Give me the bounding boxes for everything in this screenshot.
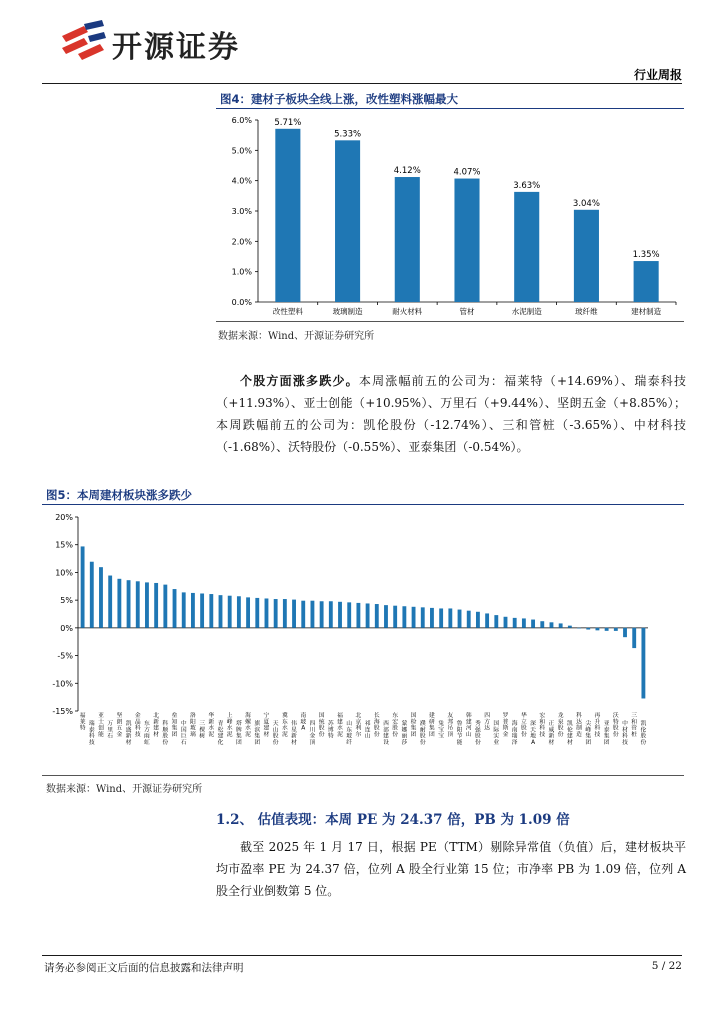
x-tick-label: 改性塑料 [272,307,303,316]
x-tick-label: 科达制造 [576,713,582,738]
logo-text: 开源证券 [112,30,240,65]
bar [485,613,489,627]
x-tick-label: 天山股份 [272,721,279,746]
bar [395,177,420,302]
bar [283,599,287,628]
paragraph-body: 本周涨幅前五的公司为：福莱特（+14.69%）、瑞泰科技（+11.93%）、亚士创能（+10.95%）、万里石（+9.44%）、坚朗五金（+8.85%）；本周跌幅前五的公司为：凯伦股份（-12.74%）、三和管桩（-3.65%）、中材科技（-1.68%）、沃特股份（-0.55%）、亚泰集团（-0.54%）。 [216,374,686,454]
figure4-title: 图4：建材子板块全线上涨，改性塑料涨幅最大 [220,92,458,106]
logo-mark-icon [58,18,108,64]
x-tick-label: 国际实业 [493,721,500,746]
bar [335,140,360,302]
y-tick-label: 2.0% [231,237,252,247]
x-tick-label: 亚士创能 [98,713,104,738]
y-tick-label: -15% [52,707,73,716]
x-tick-label: 西部建设 [383,721,389,746]
bar [173,589,177,628]
bar [494,615,498,628]
bar [448,608,452,627]
bar [430,608,434,628]
bar [586,628,590,630]
figure5-chart [42,506,684,774]
y-tick-label: 0% [60,623,73,633]
x-tick-label: 北新建材 [153,713,160,738]
x-tick-label: 蒙娜丽莎 [401,721,408,746]
data-label: 1.35% [632,250,660,261]
x-tick-label: 华新水泥 [208,713,215,738]
y-tick-label: 20% [55,513,73,522]
bar [228,596,232,628]
x-tick-label: 中材科技 [622,721,628,746]
bar [200,593,204,627]
x-tick-label: 再升科技 [594,713,601,738]
x-tick-label: 龙泉股份 [557,713,564,738]
bar [265,598,269,627]
figure5-title: 图5：本周建材板块涨多跌少 [46,488,193,502]
bar [301,601,305,628]
data-label: 5.33% [334,129,362,140]
x-tick-label: 国统股份 [318,713,325,738]
bar [634,261,659,302]
figure4-top-rule [216,108,684,109]
x-tick-label: 伟星新材 [291,721,297,746]
bar [108,576,112,628]
x-tick-label: 冀东水泥 [281,713,288,738]
x-tick-label: 四方达 [484,713,491,732]
x-tick-label: 三棵树 [199,721,206,740]
x-tick-label: 洛阳玻璃 [190,713,196,738]
x-tick-label: 凯伦股份 [640,721,647,746]
data-label: 5.71% [274,117,302,128]
y-tick-label: 0.0% [231,298,252,307]
x-tick-label: 海螺水泥 [245,713,251,738]
bar [338,602,342,628]
bar [81,546,85,627]
bar [421,607,425,628]
data-label: 4.12% [393,166,421,177]
bar [182,592,186,627]
bar [154,583,158,628]
x-tick-label: 万里石 [107,721,114,740]
x-tick-label: 友邦吊顶 [447,713,454,738]
bar [476,612,480,628]
bar [163,585,167,628]
y-tick-label: 5.0% [231,146,252,156]
bar [191,593,195,628]
x-tick-label: 瑞泰科技 [88,721,95,746]
x-tick-label: 山东玻纤 [346,721,353,746]
bar [531,620,535,628]
x-tick-label: 华立股份 [520,713,527,738]
bar [439,608,443,627]
y-tick-label: -10% [52,679,73,689]
bar [356,603,360,628]
figure4-source: 数据来源：Wind、开源证券研究所 [218,331,375,342]
x-tick-label: 长海股份 [373,713,380,738]
figure4-chart [216,110,684,320]
x-tick-label: 中国巨石 [180,721,187,746]
bar [127,580,131,628]
x-tick-label: 祁连山 [364,721,371,740]
report-type: 行业周报 [633,68,682,82]
x-tick-label: 正威新材 [548,721,555,746]
page-number: 5 / 22 [651,960,682,972]
x-tick-label: 东方雨虹 [144,721,150,746]
x-tick-label: 国检集团 [410,713,417,738]
x-tick-label: 福建水泥 [337,713,343,738]
x-tick-label: 罗普斯金 [502,713,509,738]
x-tick-label: 青松建化 [217,721,224,746]
y-tick-label: -5% [57,651,73,661]
x-tick-label: 兔宝宝 [438,721,445,740]
x-tick-label: 韩建河山 [465,713,472,738]
y-tick-label: 5% [60,596,73,606]
bar [596,628,600,630]
x-tick-label: 上峰水泥 [226,713,233,738]
bar [522,618,526,627]
x-tick-label: 塔牌集团 [235,721,242,746]
y-tick-label: 3.0% [231,207,252,216]
bar [574,210,599,302]
bar [292,600,296,628]
valuation-paragraph: 截至 2025 年 1 月 17 日，根据 PE（TTM）剔除异常值（负值）后，建材板块平均市盈率 PE 为 24.37 倍，位列 A 股全行业第 15 位；市净率 PB 为 1.09 倍，位列 A 股全行业倒数第 5 位。 [216,840,686,898]
x-tick-label: 科顺股份 [162,721,169,746]
x-tick-label: 垒知集团 [171,713,178,738]
bar [384,605,388,628]
x-tick-label: 深天地 A [530,721,536,746]
bar [209,594,213,628]
x-tick-label: 东宏股份 [392,713,399,738]
data-label: 3.04% [572,198,600,209]
bar [513,618,517,628]
bar [605,628,609,631]
x-tick-label: 尖峰集团 [585,721,592,746]
bar [329,601,333,628]
bar [458,610,462,628]
bar [568,626,572,628]
x-tick-label: 沃特股份 [612,713,619,738]
x-tick-label: 凯伦建材 [566,721,573,746]
footer-rule [42,955,682,956]
bar [136,581,140,628]
bar [219,595,223,628]
x-tick-label: 北京利尔 [355,713,362,738]
y-tick-label: 10% [55,568,73,578]
bar [255,598,259,628]
bar [454,179,479,302]
bar [320,601,324,628]
y-tick-label: 6.0% [231,116,252,125]
y-tick-label: 1.0% [231,267,252,277]
bar [467,611,471,628]
bar [274,599,278,628]
x-tick-label: 耐火材料 [392,307,423,316]
bar [145,582,149,627]
x-tick-label: 鲁阳节能 [456,721,463,746]
x-tick-label: 濮耐股份 [419,721,426,746]
x-tick-label: 宁夏建材 [263,713,270,738]
bar [117,579,121,628]
x-tick-label: 亚泰集团 [603,721,610,746]
logo [58,18,108,64]
x-tick-label: 福莱特 [79,713,86,732]
bar [514,192,539,302]
bar [559,623,563,627]
bar [275,129,300,302]
x-tick-label: 玻纤维 [575,307,598,316]
figure5-bottom-rule [42,775,684,776]
x-tick-label: 秀强股份 [475,721,481,746]
disclaimer: 请务必参阅正文后面的信息披露和法律声明 [44,962,244,974]
y-tick-label: 15% [55,540,73,550]
paragraph-lead: 个股方面涨多跌少。 [240,374,359,388]
x-tick-label: 建研集团 [429,713,435,738]
bar [347,602,351,627]
figure5-source: 数据来源：Wind、开源证券研究所 [46,784,203,795]
figure5-top-rule [42,504,684,505]
x-tick-label: 南玻 A [300,713,307,732]
bar [550,622,554,628]
section-title: 1.2、 估值表现：本周 PE 为 24.37 倍，PB 为 1.09 倍 [216,812,570,828]
x-tick-label: 三和管桩 [631,713,638,738]
bar [540,621,544,628]
bar [641,628,645,699]
x-tick-label: 海南瑞泽 [511,721,518,746]
bar [99,567,103,628]
x-tick-label: 四川金顶 [309,721,316,746]
bar [623,628,627,637]
x-tick-label: 宏和科技 [539,713,546,738]
y-tick-label: 4.0% [231,176,252,186]
x-tick-label: 水泥制造 [511,307,542,316]
header-rule [42,83,682,84]
bar [504,617,508,628]
bar [237,596,241,628]
data-label: 3.63% [513,180,541,191]
x-tick-label: 凯盛新材 [125,721,132,746]
x-tick-label: 旗滨集团 [254,721,261,746]
figure4-bottom-rule [216,321,684,322]
bar [375,604,379,628]
bar [90,562,94,628]
data-label: 4.07% [453,167,481,178]
bar [577,628,581,629]
x-tick-label: 金晶科技 [134,713,141,738]
x-tick-label: 苏博特 [327,721,334,740]
bar [402,606,406,628]
x-tick-label: 建材制造 [631,307,662,316]
x-tick-label: 玻璃制造 [332,307,363,316]
bar [393,606,397,628]
x-tick-label: 管材 [459,307,475,316]
bar [311,601,315,628]
bar [412,607,416,628]
bar [632,628,636,648]
bar [246,597,250,627]
x-tick-label: 坚朗五金 [116,713,123,738]
stock-performance-paragraph [216,370,686,458]
bar [366,603,370,627]
bar [614,628,618,631]
